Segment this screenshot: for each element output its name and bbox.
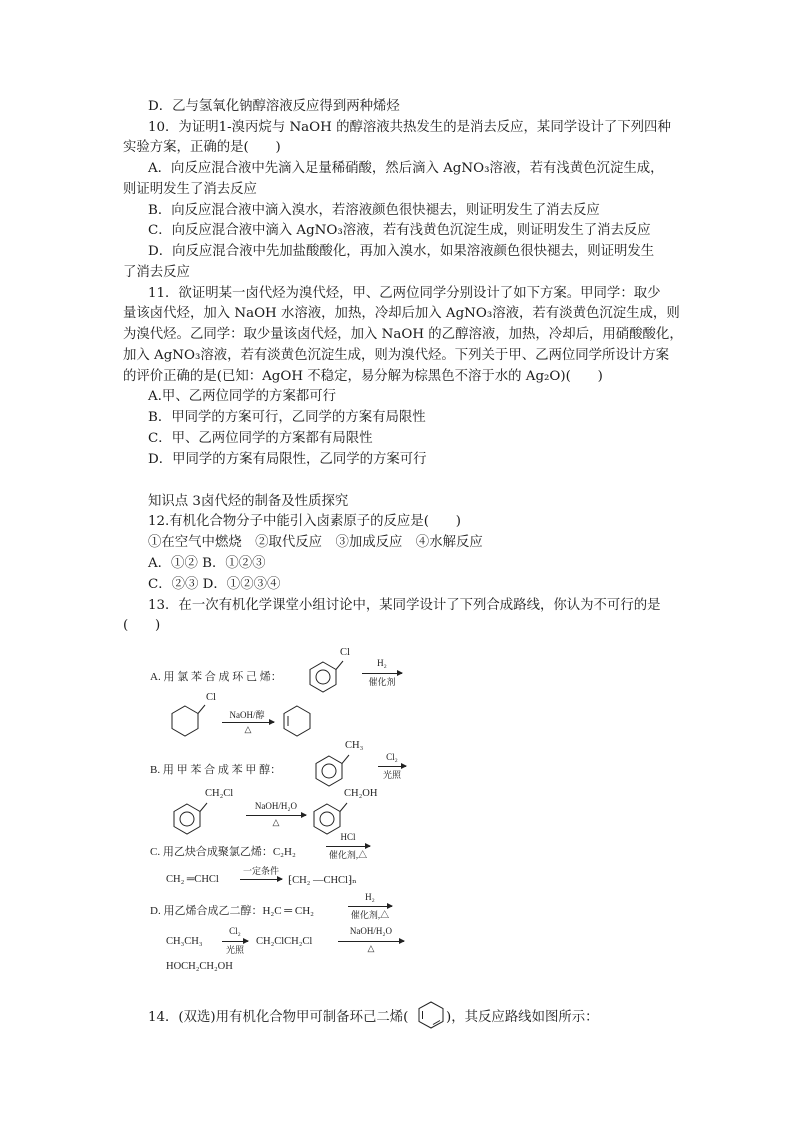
q11-option-a: A.甲、乙两位同学的方案都可行 — [148, 389, 337, 404]
q13-stem: 13．在一次有机化学课堂小组讨论中，某同学设计了下列合成路线，你认为不可行的是 — [148, 598, 661, 613]
scheme-b-light: 光照 — [382, 770, 401, 780]
scheme-c-vinyl-chloride: CH₂ ═CHCl — [166, 874, 219, 885]
q11-option-d: D．甲同学的方案有局限性，乙同学的方案可行 — [148, 452, 427, 467]
scheme-b-arrow-2 — [246, 815, 306, 816]
scheme-b-cl2: Cl₂ — [386, 752, 398, 762]
scheme-d-light: 光照 — [225, 945, 244, 955]
scheme-a-catalyst: 催化剂 — [368, 677, 396, 687]
scheme-d-h2: H₂ — [365, 892, 375, 902]
scheme-c-label: C. 用乙炔合成聚氯乙烯：C₂H₂ — [150, 846, 296, 858]
q11-stem-5: 的评价正确的是(已知：AgOH 不稳定，易分解为棕黑色不溶于水的 Ag₂O)( ) — [123, 369, 603, 384]
scheme-d-catalyst: 催化剂,△ — [350, 910, 390, 920]
scheme-d-arrow-2 — [222, 941, 248, 942]
scheme-a-arrow-1 — [362, 673, 402, 674]
q12-options-ab: A．①② B．①②③ — [148, 556, 266, 571]
q10-option-d: D．向反应混合液中先加盐酸酸化，再加入溴水，如果溶液颜色很快褪去，则证明发生 — [148, 244, 655, 259]
q12-options-cd: C．②③ D．①②③④ — [148, 577, 281, 592]
benzyl-alcohol-structure — [312, 800, 342, 834]
q10-stem: 10．为证明1-溴丙烷与 NaOH 的醇溶液共热发生的是消去反应，某同学设计了下列四种 — [148, 120, 671, 135]
scheme-d-ethane: CH₃CH₃ — [166, 936, 203, 947]
scheme-b-ch2cl: CH₂Cl — [205, 788, 234, 799]
scheme-c-arrow-1 — [326, 846, 370, 847]
scheme-d-arrow-1 — [348, 906, 392, 907]
q11-stem: 11．欲证明某一卤代烃为溴代烃，甲、乙两位同学分别设计了如下方案。甲同学：取少 — [148, 286, 661, 301]
q11-option-b: B．甲同学的方案可行，乙同学的方案有局限性 — [148, 410, 426, 425]
q10-option-a: A．向反应混合液中先滴入足量稀硝酸，然后滴入 AgNO₃溶液，若有浅黄色沉淀生成， — [148, 161, 664, 176]
scheme-a-cl-1: Cl — [340, 647, 350, 658]
q14-stem-cont: )，其反应路线如图所示： — [446, 1010, 599, 1025]
q12-items: ①在空气中燃烧 ②取代反应 ③加成反应 ④水解反应 — [148, 535, 483, 550]
q11-stem-2: 量该卤代烃，加入 NaOH 水溶液，加热，冷却后加入 AgNO₃溶液，若有淡黄色沉淀生成，则 — [123, 306, 680, 321]
q14-stem: 14．(双选)用有机化合物甲可制备环己二烯( — [148, 1010, 409, 1025]
benzyl-chloride-structure — [172, 800, 202, 834]
scheme-d-ethylene-glycol: HOCH₂CH₂OH — [166, 961, 233, 972]
scheme-d-arrow-3 — [338, 941, 404, 942]
scheme-b-label: B. 用 甲 苯 合 成 苯 甲 醇： — [150, 764, 282, 776]
scheme-d-heat: △ — [367, 943, 375, 953]
q11-stem-4: 加入 AgNO₃溶液，若有淡黄色沉淀生成，则为溴代烃。下列关于甲、乙两位同学所设计方案 — [123, 348, 670, 363]
scheme-c-catalyst: 催化剂,△ — [328, 850, 368, 860]
scheme-b-arrow-1 — [378, 766, 406, 767]
cyclohexadiene-structure — [417, 1000, 445, 1030]
scheme-b-ch2oh: CH₂OH — [344, 788, 378, 799]
chlorocyclohexane-structure — [170, 704, 200, 736]
q10-stem-cont: 实验方案，正确的是( ) — [123, 140, 281, 155]
q11-stem-3: 为溴代烃。乙同学：取少量该卤代烃，加入 NaOH 的乙醇溶液，加热，冷却后，用硝酸酸化， — [123, 327, 683, 342]
chlorobenzene-structure — [308, 658, 338, 692]
q10-option-c: C．向反应混合液中滴入 AgNO₃溶液，若有浅黄色沉淀生成，则证明发生了消去反应 — [148, 223, 651, 238]
scheme-d-cl2: Cl₂ — [229, 926, 241, 936]
scheme-d-naoh: NaOH/H₂O — [349, 926, 393, 936]
scheme-c-arrow-2 — [240, 879, 282, 880]
scheme-a-h2: H₂ — [377, 658, 387, 668]
q10-option-b: B．向反应混合液中滴入溴水，若溶液颜色很快褪去，则证明发生了消去反应 — [148, 203, 600, 218]
q9-option-d: D．乙与氢氧化钠醇溶液反应得到两种烯烃 — [148, 99, 400, 114]
q13-stem-cont: ( ) — [123, 618, 161, 633]
section-heading: 知识点 3卤代烃的制备及性质探究 — [148, 494, 349, 509]
scheme-c-hcl: HCl — [340, 832, 356, 842]
scheme-b-naoh: NaOH/H₂O — [254, 801, 298, 811]
cyclohexene-structure — [282, 704, 312, 736]
scheme-a-heat: △ — [244, 724, 252, 734]
scheme-a-label: A. 用 氯 苯 合 成 环 己 烯： — [150, 671, 282, 683]
scheme-d-dichloroethane: CH₂ClCH₂Cl — [256, 936, 313, 947]
q10-option-d-cont: 了消去反应 — [123, 265, 190, 280]
scheme-c-condition: 一定条件 — [242, 866, 279, 876]
scheme-d-label: D. 用乙烯合成乙二醇：H₂C ═ CH₂ — [150, 905, 314, 917]
q11-option-c: C．甲、乙两位同学的方案都有局限性 — [148, 431, 373, 446]
scheme-b-ch3: CH₃ — [345, 740, 364, 751]
scheme-a-cl-2: Cl — [206, 692, 216, 703]
toluene-structure — [314, 752, 344, 786]
scheme-b-heat: △ — [272, 817, 280, 827]
scheme-a-naoh: NaOH/醇 — [229, 710, 265, 720]
q12-stem: 12.有机化合物分子中能引入卤素原子的反应是( ) — [148, 514, 461, 529]
q10-option-a-cont: 则证明发生了消去反应 — [123, 182, 257, 197]
scheme-a-arrow-2 — [222, 722, 274, 723]
scheme-c-pvc: ⁅CH₂ —CHCl⁆ₙ — [288, 875, 357, 886]
